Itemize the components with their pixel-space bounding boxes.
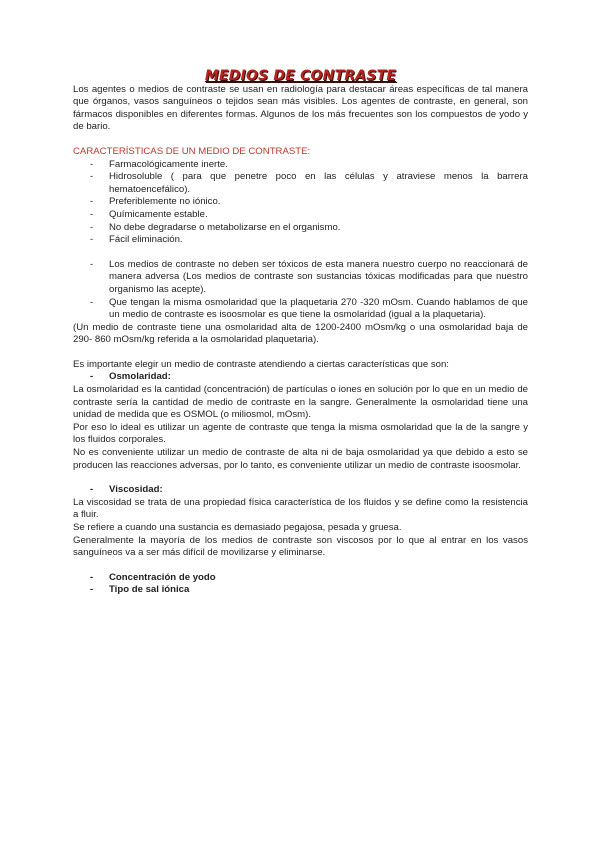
list-item: - Hidrosoluble ( para que penetre poco en las células y atraviese menos la barrera hematoencefálico). bbox=[73, 171, 528, 196]
list-item: - Fácil eliminación. bbox=[73, 234, 528, 247]
viscosidad-paragraph: La viscosidad se trata de una propiedad física característica de los fluidos y se define como la resistencia a fluir. bbox=[73, 496, 528, 521]
osmolarity-note: (Un medio de contraste tiene una osmolaridad alta de 1200-2400 mOsm/kg o una osmolaridad baja de 290- 860 mOsm/kg referida a la osmolaridad plaquetaria). bbox=[73, 321, 528, 346]
list-item: - Que tengan la misma osmolaridad que la plaquetaria 270 -320 mOsm. Cuando hablamos de que un medio de contraste es isoosmolar es que tiene la osmolaridad (igual a la plaquetaria). bbox=[73, 297, 528, 322]
spacer bbox=[73, 560, 528, 572]
viscosidad-paragraph: Generalmente la mayoría de los medios de contraste son viscosos por lo que al entrar en los vasos sanguíneos va a ser más difícil de movilizarse y eliminarse. bbox=[73, 534, 528, 559]
spacer bbox=[73, 472, 528, 484]
extra-points-list bbox=[73, 259, 528, 322]
viscosidad-label: - Viscosidad: bbox=[73, 484, 528, 497]
final-items-list bbox=[73, 572, 528, 597]
list-item: - Farmacológicamente inerte. bbox=[73, 159, 528, 172]
viscosidad-paragraph: Se refiere a cuando una sustancia es demasiado pegajosa, pesada y gruesa. bbox=[73, 522, 402, 533]
viscosidad-heading-list bbox=[73, 484, 528, 497]
characteristics-list bbox=[73, 159, 528, 247]
list-item: - No debe degradarse o metabolizarse en el organismo. bbox=[73, 222, 528, 235]
list-item: - Tipo de sal iónica bbox=[73, 584, 528, 597]
osmolaridad-heading-list bbox=[73, 371, 528, 384]
spacer bbox=[73, 247, 528, 259]
choose-intro: Es importante elegir un medio de contraste atendiendo a ciertas características que son: bbox=[73, 358, 449, 370]
list-item: - Químicamente estable. bbox=[73, 209, 528, 222]
intro-paragraph: Los agentes o medios de contraste se usan en radiología para destacar áreas específicas de tal manera que órganos, vasos sanguíneos o tejidos sean más visibles. Los agentes de contraste, en general, son fármacos disponibles en diferentes formas. Algunos de los más frecuentes son los compuestos de yodo y de bario. bbox=[73, 83, 528, 133]
osmolaridad-paragraph: Por eso lo ideal es utilizar un agente de contraste que tenga la misma osmolaridad que la de la sangre y los fluidos corporales. bbox=[73, 421, 528, 446]
list-item: - Concentración de yodo bbox=[73, 572, 528, 585]
list-item: - Preferiblemente no iónico. bbox=[73, 196, 528, 209]
osmolaridad-paragraph: No es conveniente utilizar un medio de contraste de alta ni de baja osmolaridad ya que debido a esto se producen las reacciones adversas, por lo tanto, es conveniente utilizar un medio de contraste isoosmolar. bbox=[73, 447, 528, 471]
characteristics-heading: CARACTERÍSTICAS DE UN MEDIO DE CONTRASTE: bbox=[73, 145, 311, 157]
list-item: - Los medios de contraste no deben ser tóxicos de esta manera nuestro cuerpo no reaccionará de manera adversa (Los medios de contraste son sustancias tóxicas modificadas para que nuestro organismo las acepte). bbox=[73, 259, 528, 297]
document-page bbox=[73, 70, 528, 597]
osmolaridad-label: - Osmolaridad: bbox=[73, 371, 528, 384]
osmolaridad-paragraph: La osmolaridad es la cantidad (concentración) de partículas o iones en solución por lo que en un medio de contraste sería la cantidad de medio de contraste en la sangre. Generalmente la osmolaridad tiene una unidad de medida que es OSMOL (o miliosmol, mOsm). bbox=[73, 384, 528, 421]
document-title: MEDIOS DE CONTRASTE bbox=[204, 68, 397, 84]
